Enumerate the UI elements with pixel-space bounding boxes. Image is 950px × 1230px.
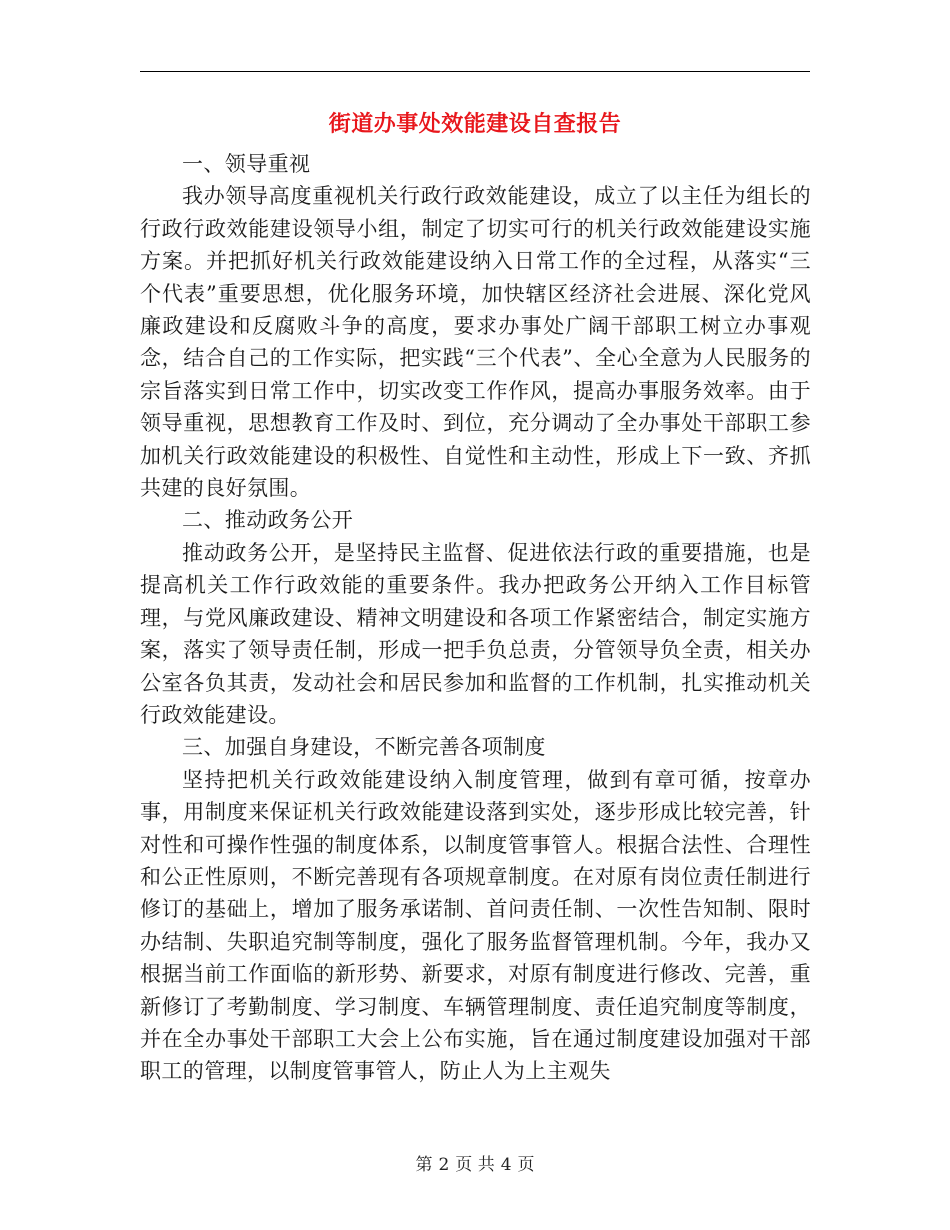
section-heading-3: 三、加强自身建设，不断完善各项制度 [182, 735, 546, 760]
footer-middle: 页 共 [455, 1155, 495, 1175]
footer-page-number: 2 [438, 1155, 450, 1175]
page-footer [0, 1154, 950, 1176]
section-heading-1: 一、领导重视 [182, 152, 311, 176]
footer-total-pages: 4 [500, 1155, 512, 1175]
footer-prefix: 第 [415, 1155, 433, 1175]
paragraph-2: 推动政务公开，是坚持民主监督、促进依法行政的重要措施，也是提高机关工作行政效能的重要条件。我办把政务公开纳入工作目标管理，与党风廉政建设、精神文明建设和各项工作紧密结合，制定实施方案，落实了领导责任制，形成一把手负总责，分管领导负全责，相关办公室各负其责，发动社会和居民参加和监督的工作机制，扎实推动机关行政效能建设。 [140, 540, 811, 727]
footer-suffix: 页 [517, 1155, 535, 1175]
document-body [140, 148, 811, 1088]
paragraph-1: 我办领导高度重视机关行政行政效能建设，成立了以主任为组长的行政行政效能建设领导小组，制定了切实可行的机关行政效能建设实施方案。并把抓好机关行政效能建设纳入日常工作的全过程，从落实“三个代表”重要思想，优化服务环境，加快辖区经济社会进展、深化党风廉政建设和反腐败斗争的高度，要求办事处广阔干部职工树立办事观念，结合自己的工作实际，把实践“三个代表”、全心全意为人民服务的宗旨落实到日常工作中，切实改变工作作风，提高办事服务效率。由于领导重视，思想教育工作及时、到位，充分调动了全办事处干部职工参加机关行政效能建设的积极性、自觉性和主动性，形成上下一致、齐抓共建的良好氛围。 [140, 184, 811, 501]
paragraph-3: 坚持把机关行政效能建设纳入制度管理，做到有章可循，按章办事，用制度来保证机关行政效能建设落到实处，逐步形成比较完善，针对性和可操作性强的制度体系，以制度管事管人。根据合法性、合理性和公正性原则，不断完善现有各项规章制度。在对原有岗位责任制进行修订的基础上，增加了服务承诺制、首问责任制、一次性告知制、限时办结制、失职追究制等制度，强化了服务监督管理机制。今年，我办又根据当前工作面临的新形势、新要求，对原有制度进行修改、完善，重新修订了考勤制度、学习制度、车辆管理制度、责任追究制度等制度，并在全办事处干部职工大会上公布实施，旨在通过制度建设加强对干部职工的管理，以制度管事管人，防止人为上主观失 [140, 767, 811, 1084]
document-title: 街道办事处效能建设自查报告 [328, 112, 622, 137]
header-rule [140, 71, 810, 72]
section-heading-2: 二、推动政务公开 [182, 508, 354, 533]
